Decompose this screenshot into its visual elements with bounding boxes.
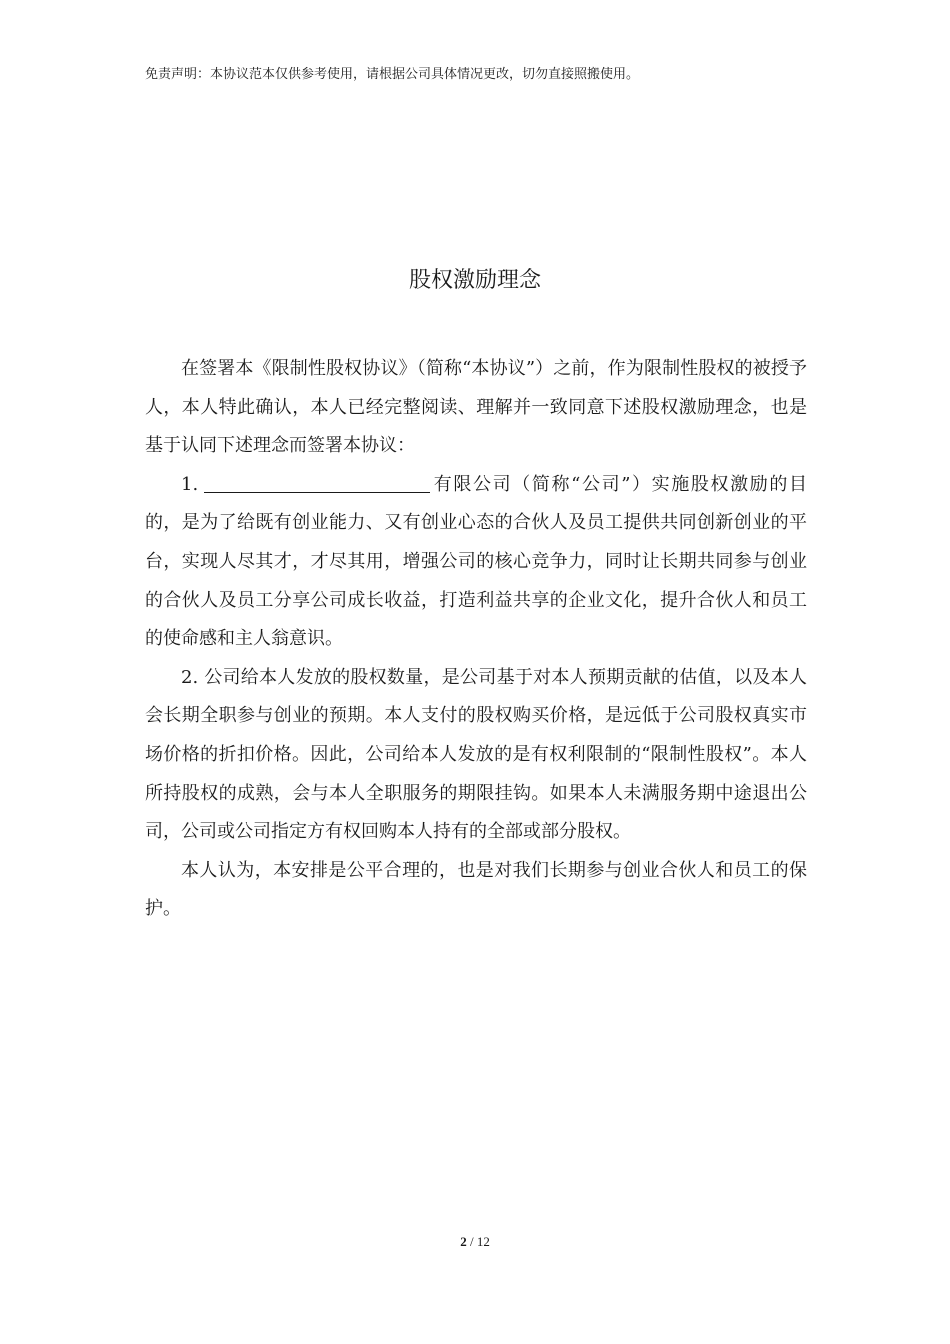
disclaimer-text: 免责声明：本协议范本仅供参考使用，请根据公司具体情况更改，切勿直接照搬使用。 bbox=[145, 67, 640, 82]
item-2-paragraph bbox=[145, 659, 807, 852]
item-1-number: 1. bbox=[181, 473, 199, 495]
item-2-text: 公司给本人发放的股权数量，是公司基于对本人预期贡献的估值，以及本人会长期全职参与创业的预期。本人支付的股权购买价格，是远低于公司股权真实市场价格的折扣价格。因此，公司给本人发放的是有权利限制的“限制性股权”。本人所持股权的成熟，会与本人全职服务的期限挂钩。如果本人未满服务期中途退出公司，公司或公司指定方有权回购本人持有的全部或部分股权。 bbox=[145, 666, 807, 843]
total-pages-number: 12 bbox=[476, 1234, 490, 1249]
page-separator: / bbox=[466, 1234, 477, 1249]
item-2-number: 2. bbox=[181, 666, 199, 688]
closing-paragraph: 本人认为，本安排是公平合理的，也是对我们长期参与创业合伙人和员工的保护。 bbox=[145, 859, 807, 920]
item-1-paragraph bbox=[145, 466, 807, 659]
company-name-blank bbox=[204, 472, 430, 493]
document-title: 股权激励理念 bbox=[408, 268, 541, 293]
intro-paragraph: 在签署本《限制性股权协议》（简称“本协议”）之前，作为限制性股权的被授予人，本人特此确认，本人已经完整阅读、理解并一致同意下述股权激励理念，也是基于认同下述理念而签署本协议： bbox=[145, 358, 807, 457]
current-page-number: 2 bbox=[460, 1234, 467, 1249]
document-body bbox=[145, 350, 807, 929]
item-1-text: 有限公司（简称“公司”）实施股权激励的目的，是为了给既有创业能力、又有创业心态的合伙人及员工提供共同创新创业的平台，实现人尽其才，才尽其用，增强公司的核心竞争力，同时让长期共同参与创业的合伙人及员工分享公司成长收益，打造利益共享的企业文化，提升合伙人和员工的使命感和主人翁意识。 bbox=[145, 473, 807, 650]
page-number bbox=[0, 1233, 950, 1251]
